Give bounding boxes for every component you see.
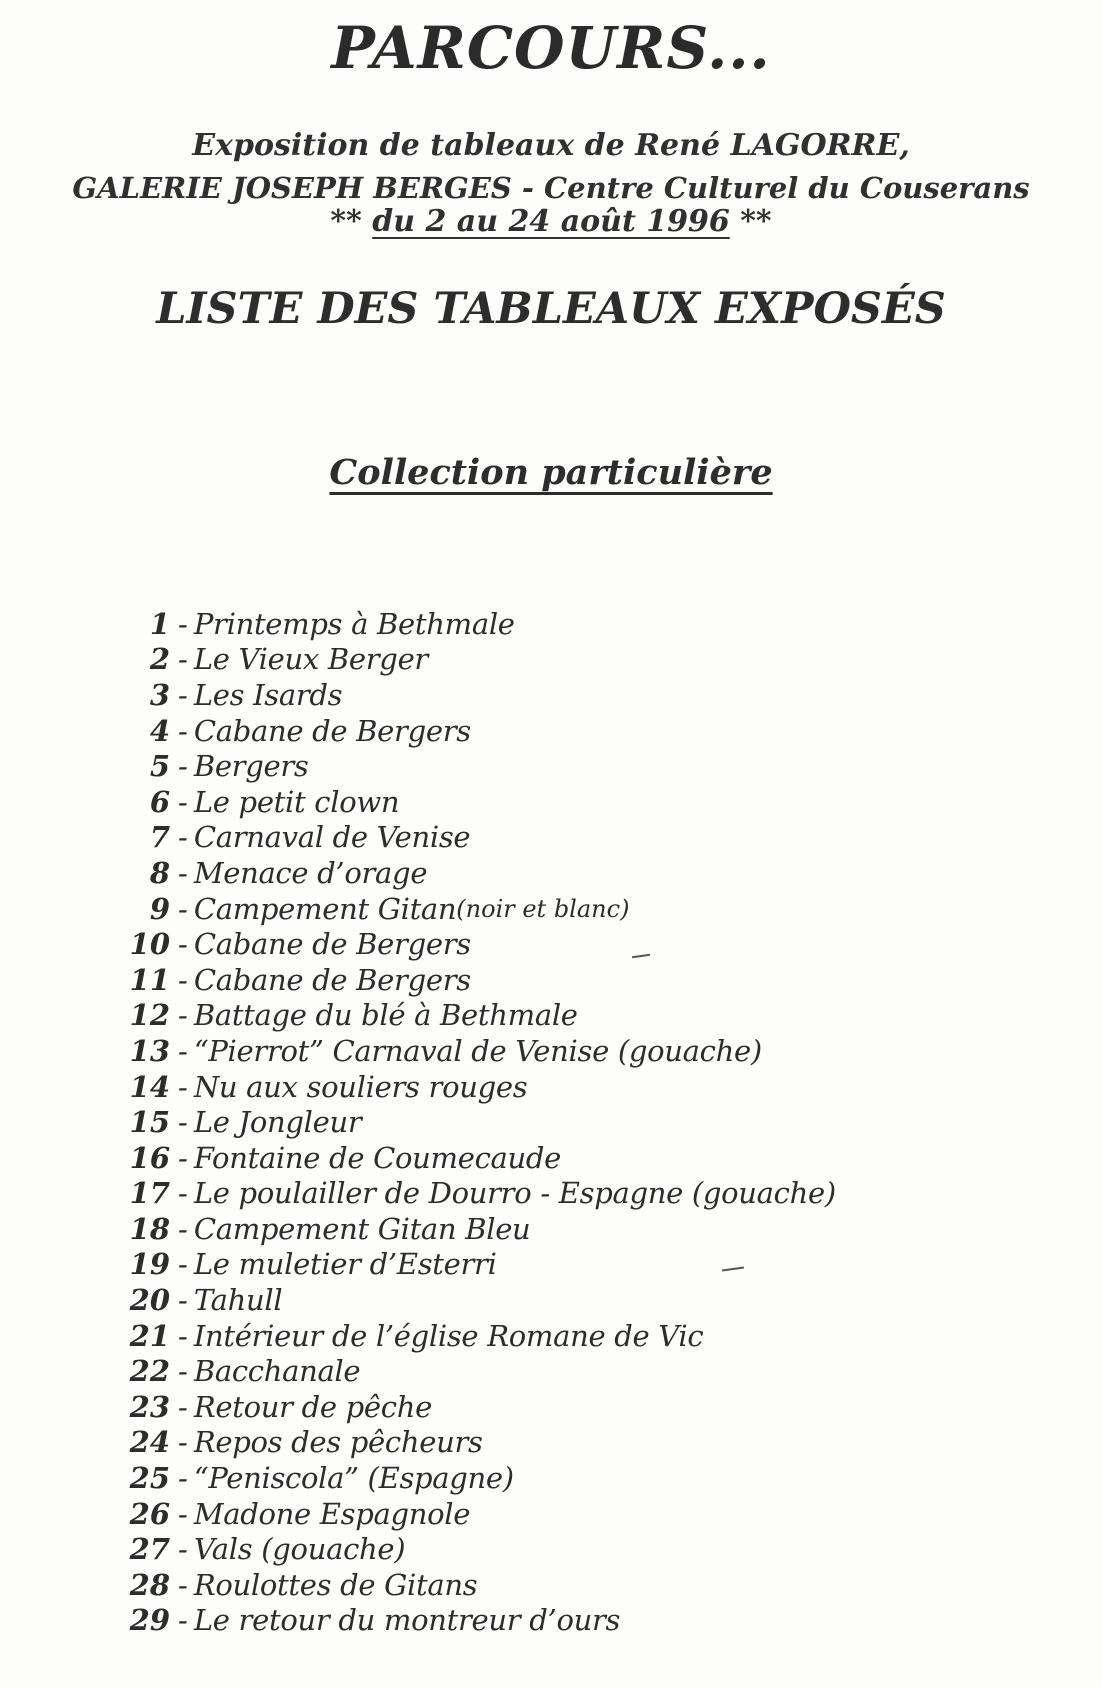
painting-number: 8 <box>149 855 170 890</box>
painting-number: 12 <box>129 998 170 1033</box>
list-separator: - <box>178 1496 188 1531</box>
painting-title: Vals (gouache) <box>193 1532 406 1567</box>
list-item <box>100 606 1000 642</box>
dates-prefix: ** <box>330 204 362 239</box>
exhibition-dates <box>0 204 1102 239</box>
list-item <box>100 1104 1000 1140</box>
painting-number: 9 <box>149 891 170 926</box>
painting-title: Bergers <box>193 749 309 784</box>
painting-number: 10 <box>129 927 170 962</box>
list-item <box>100 1496 1000 1532</box>
list-separator: - <box>178 1176 188 1211</box>
painting-number: 14 <box>129 1069 170 1104</box>
list-separator: - <box>178 1389 188 1424</box>
painting-title: Le petit clown <box>193 784 400 819</box>
painting-number: 18 <box>129 1211 170 1246</box>
list-item <box>100 1140 1000 1176</box>
exhibition-subtitle: Exposition de tableaux de René LAGORRE, <box>192 128 910 163</box>
list-separator: - <box>178 855 188 890</box>
painting-number: 25 <box>129 1461 170 1496</box>
painting-number: 22 <box>129 1354 170 1389</box>
painting-number: 19 <box>129 1247 170 1282</box>
list-item <box>100 855 1000 891</box>
list-separator: - <box>178 1603 188 1638</box>
painting-title: Intérieur de l’église Romane de Vic <box>193 1318 704 1353</box>
painting-title: Campement Gitan <box>193 891 457 926</box>
painting-number: 4 <box>149 713 170 748</box>
painting-number: 5 <box>149 749 170 784</box>
list-separator: - <box>178 1532 188 1567</box>
list-item <box>100 998 1000 1034</box>
list-separator: - <box>178 1318 188 1353</box>
list-separator: - <box>178 642 188 677</box>
painting-number: 17 <box>129 1176 170 1211</box>
list-item <box>100 642 1000 678</box>
painting-note: (noir et blanc) <box>456 894 630 923</box>
painting-title: Bacchanale <box>193 1354 361 1389</box>
list-item <box>100 1389 1000 1425</box>
painting-number: 15 <box>129 1105 170 1140</box>
list-item <box>100 1460 1000 1496</box>
list-separator: - <box>178 1211 188 1246</box>
list-item <box>100 1247 1000 1283</box>
list-item <box>100 891 1000 927</box>
dates-text: du 2 au 24 août 1996 <box>372 204 730 239</box>
list-separator: - <box>178 1461 188 1496</box>
list-separator: - <box>178 1247 188 1282</box>
section-title <box>0 452 1102 493</box>
list-item <box>100 784 1000 820</box>
painting-title: Le Jongleur <box>193 1105 362 1140</box>
list-item <box>100 1603 1000 1639</box>
painting-number: 27 <box>129 1532 170 1567</box>
list-item <box>100 748 1000 784</box>
dates-suffix: ** <box>740 204 772 239</box>
painting-title: “Pierrot” Carnaval de Venise (gouache) <box>193 1033 762 1068</box>
list-item <box>100 1353 1000 1389</box>
list-item <box>100 820 1000 856</box>
painting-title: Fontaine de Coumecaude <box>193 1140 562 1175</box>
painting-title: Le retour du montreur d’ours <box>193 1603 621 1638</box>
list-separator: - <box>178 677 188 712</box>
list-heading: LISTE DES TABLEAUX EXPOSÉS <box>156 284 946 334</box>
painting-number: 1 <box>149 606 170 641</box>
painting-title: Madone Espagnole <box>193 1496 471 1531</box>
painting-number: 29 <box>129 1603 170 1638</box>
painting-number: 24 <box>129 1425 170 1460</box>
list-item <box>100 1211 1000 1247</box>
painting-title: Carnaval de Venise <box>193 820 471 855</box>
list-item <box>100 1033 1000 1069</box>
list-item <box>100 1567 1000 1603</box>
list-item <box>100 1425 1000 1461</box>
list-separator: - <box>178 1069 188 1104</box>
painting-title: Le Vieux Berger <box>193 642 428 677</box>
section-title-text: Collection particulière <box>329 452 773 493</box>
painting-title: Nu aux souliers rouges <box>193 1069 528 1104</box>
painting-title: “Peniscola” (Espagne) <box>193 1461 514 1496</box>
painting-number: 20 <box>129 1283 170 1318</box>
painting-title: Printemps à Bethmale <box>193 606 515 641</box>
painting-title: Roulottes de Gitans <box>193 1567 478 1602</box>
list-separator: - <box>178 1567 188 1602</box>
painting-title: Retour de pêche <box>193 1389 432 1424</box>
painting-number: 7 <box>149 820 170 855</box>
list-separator: - <box>178 998 188 1033</box>
list-item <box>100 1282 1000 1318</box>
painting-title: Cabane de Bergers <box>193 962 471 997</box>
painting-number: 2 <box>149 642 170 677</box>
painting-list <box>100 606 1000 1638</box>
list-item <box>100 1069 1000 1105</box>
painting-title: Tahull <box>193 1283 283 1318</box>
painting-title: Campement Gitan Bleu <box>193 1211 531 1246</box>
list-separator: - <box>178 1283 188 1318</box>
list-separator: - <box>178 1354 188 1389</box>
painting-title: Le muletier d’Esterri <box>193 1247 497 1282</box>
painting-number: 16 <box>129 1140 170 1175</box>
list-separator: - <box>178 1425 188 1460</box>
painting-number: 3 <box>149 677 170 712</box>
painting-number: 13 <box>129 1033 170 1068</box>
painting-number: 23 <box>129 1389 170 1424</box>
painting-title: Battage du blé à Bethmale <box>193 998 578 1033</box>
painting-title: Les Isards <box>193 677 343 712</box>
list-separator: - <box>178 1033 188 1068</box>
list-item <box>100 1318 1000 1354</box>
list-separator: - <box>178 1140 188 1175</box>
painting-number: 28 <box>129 1567 170 1602</box>
painting-title: Cabane de Bergers <box>193 927 471 962</box>
list-item <box>100 962 1000 998</box>
list-item <box>100 1176 1000 1212</box>
list-separator: - <box>178 784 188 819</box>
list-item <box>100 677 1000 713</box>
list-item <box>100 926 1000 962</box>
list-separator: - <box>178 891 188 926</box>
painting-title: Menace d’orage <box>193 855 428 890</box>
painting-number: 11 <box>129 962 170 997</box>
painting-number: 26 <box>129 1496 170 1531</box>
gallery-line: GALERIE JOSEPH BERGES - Centre Culturel du Couserans <box>72 171 1030 205</box>
list-item <box>100 713 1000 749</box>
list-item <box>100 1531 1000 1567</box>
list-separator: - <box>178 713 188 748</box>
painting-title: Le poulailler de Dourro - Espagne (gouache) <box>193 1176 836 1211</box>
document-title: PARCOURS... <box>331 14 771 82</box>
list-separator: - <box>178 962 188 997</box>
painting-number: 21 <box>129 1318 170 1353</box>
painting-title: Repos des pêcheurs <box>193 1425 483 1460</box>
list-separator: - <box>178 606 188 641</box>
painting-title: Cabane de Bergers <box>193 713 471 748</box>
list-separator: - <box>178 820 188 855</box>
list-separator: - <box>178 1105 188 1140</box>
list-separator: - <box>178 749 188 784</box>
list-separator: - <box>178 927 188 962</box>
painting-number: 6 <box>149 784 170 819</box>
